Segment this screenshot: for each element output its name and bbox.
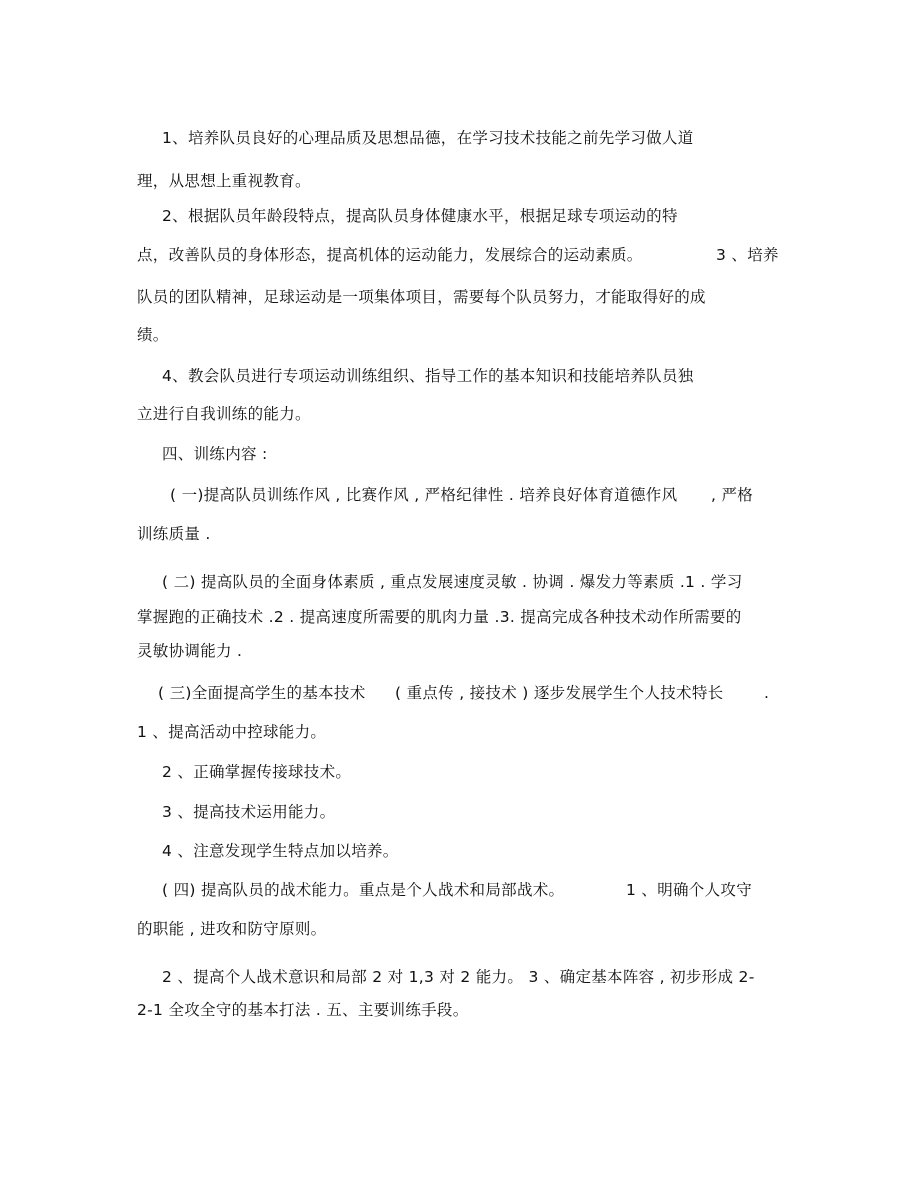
text-line-16: 的职能 , 进攻和防守原则。 [137,920,327,938]
list-item-3: 3 、提高技术运用能力。 [162,803,336,821]
list-item-4: 4 、注意发现学生特点加以培养。 [162,842,399,860]
list-item-2: 2 、正确掌握传接球技术。 [162,763,352,781]
text-line-14b: ( 重点传 , 接技术 ) 逐步发展学生个人技术特长 [395,684,724,702]
text-line-12: 掌握跑的正确技术 .2 . 提高速度所需要的肌肉力量 .3. 提高完成各种技术动作所需要的 [137,608,742,626]
text-line-14c: . [764,684,770,702]
text-line-14: ( 三)全面提高学生的基本技术 [158,684,366,702]
text-line-2: 理，从思想上重视教育。 [137,172,311,190]
text-line-11: ( 二) 提高队员的全面身体素质 , 重点发展速度灵敏 . 协调 . 爆发力等素质 .1 . 学习 [162,573,743,591]
text-line-17: 2 、提高个人战术意识和局部 2 对 1,3 对 2 能力。 3 、确定基本阵容 , 初步形成 2- [162,968,755,986]
text-line-4b: 3 、培养 [716,246,779,264]
text-line-1: 1、培养队员良好的心理品质及思想品德，在学习技术技能之前先学习做人道 [162,129,694,147]
text-line-13: 灵敏协调能力 . [137,642,243,660]
text-line-5: 队员的团队精神，足球运动是一项集体项目，需要每个队员努力，才能取得好的成 [137,288,706,306]
text-line-8: 立进行自我训练的能力。 [137,405,311,423]
text-line-9b: , 严格 [711,486,754,504]
text-line-7: 4、教会队员进行专项运动训练组织、指导工作的基本知识和技能培养队员独 [162,367,694,385]
text-line-15: ( 四) 提高队员的战术能力。重点是个人战术和局部战术。 [162,881,565,899]
text-line-6: 绩。 [137,326,169,344]
text-line-10: 训练质量 . [137,525,211,543]
text-line-18: 2-1 全攻全守的基本打法 . 五、主要训练手段。 [137,1001,469,1019]
text-line-15b: 1 、明确个人攻守 [626,881,752,899]
section-heading-4: 四、训练内容 : [162,445,268,463]
text-line-9: ( 一)提高队员训练作风 , 比赛作风 , 严格纪律性 . 培养良好体育道德作风 [170,486,678,504]
text-line-3: 2、根据队员年龄段特点，提高队员身体健康水平，根据足球专项运动的特 [162,207,678,225]
list-item-1: 1 、提高活动中控球能力。 [137,723,327,741]
text-line-4: 点，改善队员的身体形态，提高机体的运动能力，发展综合的运动素质。 [137,246,643,264]
